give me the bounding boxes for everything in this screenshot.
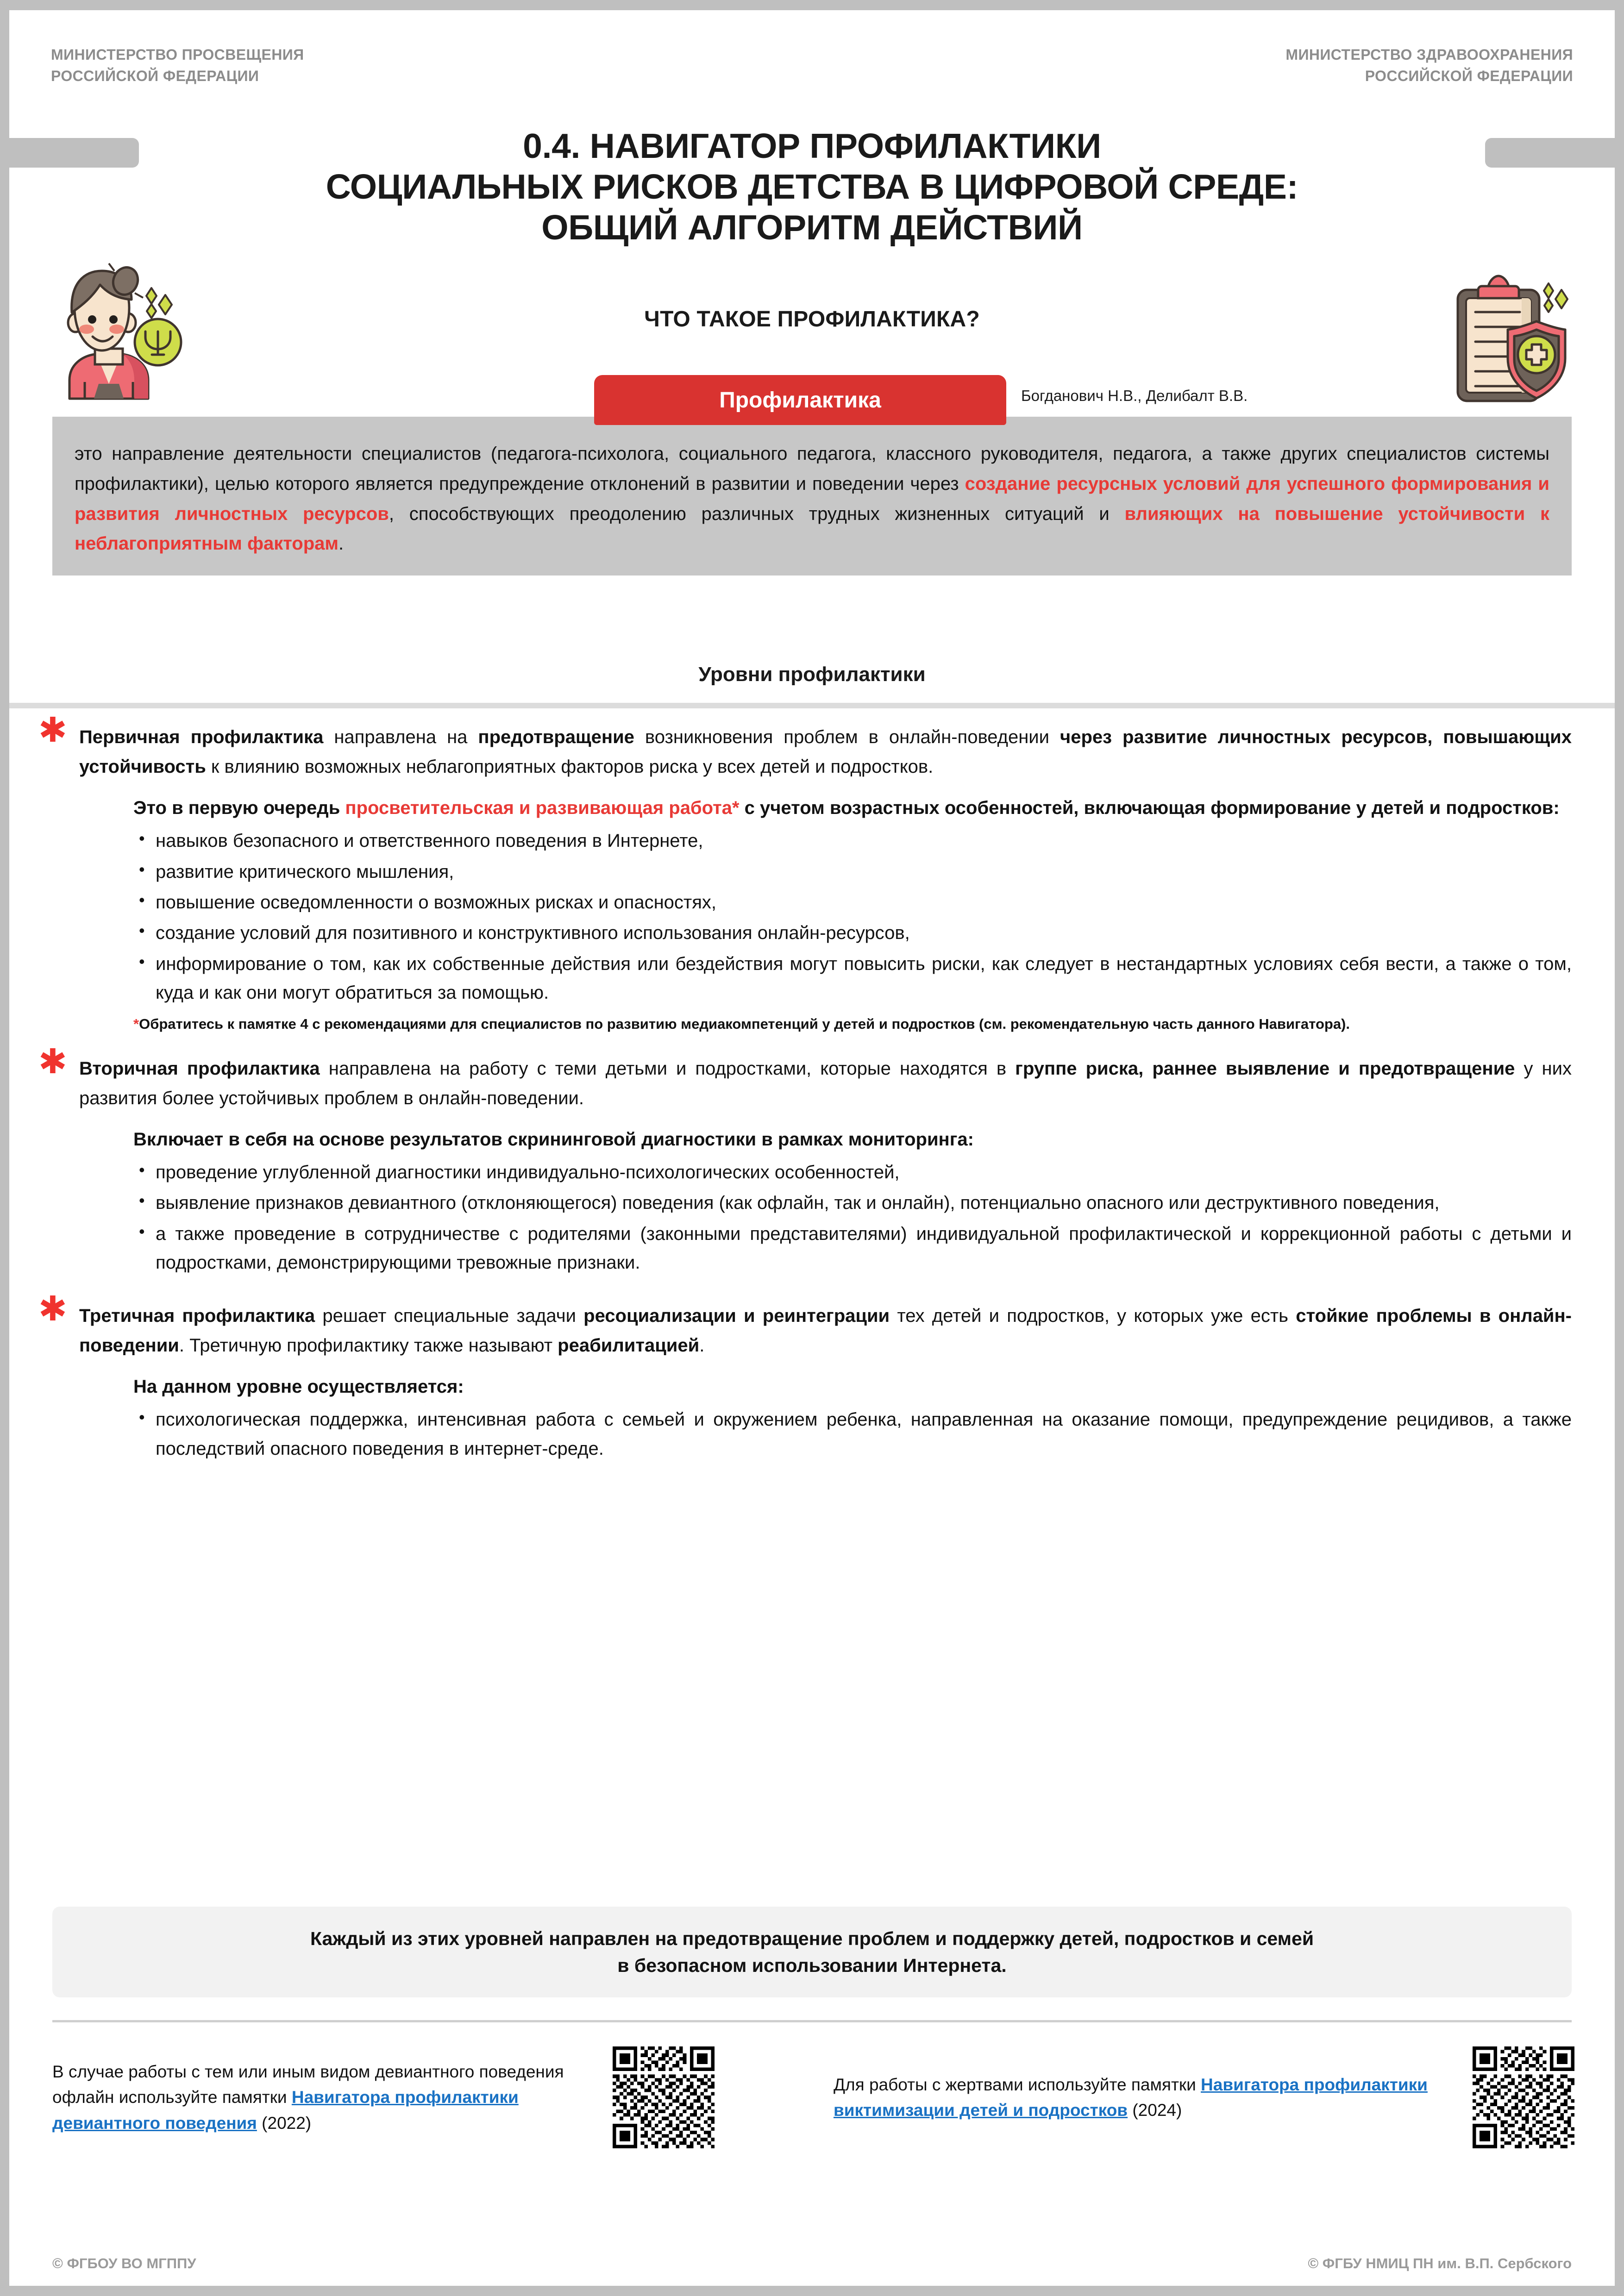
primary-lead-bold1: Первичная профилактика xyxy=(79,727,324,747)
section-subtitle: ЧТО ТАКОЕ ПРОФИЛАКТИКА? xyxy=(644,307,980,332)
secondary-sub-section xyxy=(52,1125,1572,1277)
list-item: • повышение осведомленности о возможных рисках и опасностях, xyxy=(133,888,1572,917)
decorative-tab-right xyxy=(1485,138,1624,168)
levels-content xyxy=(38,710,1572,1473)
list-item: • развитие критического мышления, xyxy=(133,857,1572,886)
page-title xyxy=(222,126,1402,248)
footer-right-text xyxy=(834,2072,1454,2123)
footer-reference-right xyxy=(834,2046,1574,2148)
tertiary-lead-mid2: тех детей и подростков, у которых уже есть xyxy=(890,1306,1296,1326)
frame-top-bar xyxy=(0,0,1624,10)
frame-left-bar xyxy=(0,0,9,2296)
footer-right-after: (2024) xyxy=(1128,2101,1182,2120)
secondary-bullet-list xyxy=(133,1158,1572,1277)
ministry-health-line1: МИНИСТЕРСТВО ЗДРАВООХРАНЕНИЯ xyxy=(1285,46,1573,63)
secondary-lead-bold1: Вторичная профилактика xyxy=(79,1058,320,1079)
asterisk-star-icon: ✱ xyxy=(38,1289,68,1329)
asterisk-star-icon: ✱ xyxy=(38,1041,68,1082)
tertiary-lead-tail: . xyxy=(699,1335,705,1356)
tertiary-lead-mid3: . Третичную профилактику также называют xyxy=(179,1335,558,1356)
divider-top xyxy=(9,703,1615,708)
list-item: • а также проведение в сотрудничестве с родителями (законными представителями) индивидуальной профилактической и коррекционной работы с детьми и подростками, демонстрирующими тревожные признаки. xyxy=(133,1220,1572,1277)
ministry-health-line2: РОССИЙСКОЙ ФЕДЕРАЦИИ xyxy=(1365,68,1573,85)
psychologist-girl-icon xyxy=(44,252,211,410)
primary-footnote xyxy=(133,1014,1572,1034)
level-block-secondary xyxy=(38,1041,1572,1277)
ministry-education-label xyxy=(51,44,304,87)
primary-lead-mid1: направлена на xyxy=(323,727,478,747)
list-item: • информирование о том, как их собственные действия или бездействия могут повысить риски, как следует в нестандартных условиях себя вести, а также о том, куда и как они могут обратиться за помощью. xyxy=(133,950,1572,1007)
tertiary-lead-bold3: стойкие проблемы в онлайн-поведении xyxy=(79,1306,1572,1356)
tertiary-lead-mid1: решает специальные задачи xyxy=(315,1306,584,1326)
list-item: • выявление признаков девиантного (отклоняющегося) поведения (как офлайн, так и онлайн), потенциально опасного или деструктивного поведения, xyxy=(133,1189,1572,1217)
primary-footnote-text: Обратитесь к памятке 4 с рекомендациями для специалистов по развитию медиакомпетенций у детей и подростков (см. рекомендательную часть данного Навигатора). xyxy=(139,1015,1350,1032)
conclusion-box xyxy=(52,1907,1572,1997)
tertiary-lead-bold2: ресоциализации и реинтеграции xyxy=(583,1306,890,1326)
definition-highlight2: влияющих на повышение устойчивости к неблагоприятным факторам xyxy=(75,503,1549,554)
frame-bottom-bar xyxy=(0,2286,1624,2296)
tertiary-lead-bold1: Третичная профилактика xyxy=(79,1306,315,1326)
secondary-lead-bold2: группе риска, раннее выявление и предотвращение xyxy=(1015,1058,1515,1079)
level-block-tertiary xyxy=(38,1289,1572,1463)
asterisk-star-icon: ✱ xyxy=(38,710,68,750)
prophylaxis-badge xyxy=(594,375,1006,425)
secondary-sub-intro: Включает в себя на основе результатов скрининговой диагностики в рамках мониторинга: xyxy=(133,1129,974,1150)
primary-lead-paragraph xyxy=(52,722,1572,782)
primary-bullet-list xyxy=(133,826,1572,1007)
qr-code-victimization[interactable] xyxy=(1473,2046,1574,2148)
copyright-right: © ФГБУ НМИЦ ПН им. В.П. Сербского xyxy=(1308,2255,1572,2271)
conclusion-line1: Каждый из этих уровней направлен на предотвращение проблем и поддержку детей, подростков и семей xyxy=(310,1928,1314,1949)
primary-lead-bold2: предотвращение xyxy=(478,727,634,747)
decorative-tab-left xyxy=(0,138,139,168)
ministry-health-label xyxy=(1285,44,1573,87)
qr-code-deviant-behavior[interactable] xyxy=(613,2046,715,2148)
primary-sub-intro xyxy=(133,794,1572,823)
primary-sub-intro-highlight: просветительская и развивающая работа* xyxy=(345,798,740,818)
ministry-education-line1: МИНИСТЕРСТВО ПРОСВЕЩЕНИЯ xyxy=(51,46,304,63)
page-title-line1: 0.4. НАВИГАТОР ПРОФИЛАКТИКИ xyxy=(523,126,1101,165)
levels-heading: Уровни профилактики xyxy=(698,663,926,686)
primary-lead-mid2: возникновения проблем в онлайн-поведении xyxy=(634,727,1060,747)
copyright-left: © ФГБОУ ВО МГППУ xyxy=(52,2255,196,2271)
footer-left-before: В случае работы с тем или иным видом девиантного поведения офлайн используйте памятки xyxy=(52,2062,564,2107)
definition-part1: это направление деятельности специалистов (педагога-психолога, социального педагога, классного руководителя, педагога, а также других специалистов системы профилактики), целью которого является предупреждение отклонений в развитии и поведении через xyxy=(75,444,1549,494)
tertiary-sub-section xyxy=(52,1372,1572,1463)
definition-part3: . xyxy=(338,533,344,554)
list-item: • психологическая поддержка, интенсивная работа с семьей и окружением ребенка, направленная на оказание помощи, предупреждение рецидивов, а также последствий опасного поведения в интернет-среде. xyxy=(133,1405,1572,1463)
primary-sub-intro-part2: с учетом возрастных особенностей, включающая формирование у детей и подростков: xyxy=(739,798,1560,818)
prophylaxis-badge-label: Профилактика xyxy=(719,388,881,413)
list-item: • создание условий для позитивного и конструктивного использования онлайн-ресурсов, xyxy=(133,919,1572,947)
definition-part2: , способствующих преодолению различных трудных жизненных ситуаций и xyxy=(389,503,1125,524)
frame-right-bar xyxy=(1615,0,1624,2296)
ministry-education-line2: РОССИЙСКОЙ ФЕДЕРАЦИИ xyxy=(51,68,259,85)
list-item: • проведение углубленной диагностики индивидуально-психологических особенностей, xyxy=(133,1158,1572,1187)
tertiary-lead-paragraph xyxy=(52,1301,1572,1360)
footer-right-before: Для работы с жертвами используйте памятки xyxy=(834,2075,1201,2094)
secondary-lead-tail: у них развития более устойчивых проблем в онлайн-поведении. xyxy=(79,1058,1572,1108)
conclusion-line2: в безопасном использовании Интернета. xyxy=(617,1955,1007,1977)
authors-credit: Богданович Н.В., Делибалт В.В. xyxy=(1021,387,1248,404)
footer-left-text xyxy=(52,2059,594,2136)
definition-highlight1: создание ресурсных условий для успешного формирования и развития личностных ресурсов xyxy=(75,473,1549,524)
clipboard-shield-icon xyxy=(1427,264,1585,407)
primary-sub-section xyxy=(52,794,1572,1034)
footer-left-link[interactable]: Навигатора профилактики девиантного поведения xyxy=(52,2088,519,2133)
page-title-line2: СОЦИАЛЬНЫХ РИСКОВ ДЕТСТВА В ЦИФРОВОЙ СРЕДЕ: xyxy=(326,167,1298,206)
footer-reference-left xyxy=(52,2046,715,2148)
footer-right-link[interactable]: Навигатора профилактики виктимизации детей и подростков xyxy=(834,2075,1428,2120)
footer-left-after: (2022) xyxy=(257,2113,312,2133)
primary-lead-tail: к влиянию возможных неблагоприятных факторов риска у всех детей и подростков. xyxy=(206,757,934,777)
primary-sub-intro-part1: Это в первую очередь xyxy=(133,798,345,818)
primary-footnote-asterisk: * xyxy=(133,1015,139,1032)
secondary-lead-paragraph xyxy=(52,1054,1572,1113)
secondary-lead-mid1: направлена на работу с теми детьми и подростками, которые находятся в xyxy=(320,1058,1016,1079)
page-title-line3: ОБЩИЙ АЛГОРИТМ ДЕЙСТВИЙ xyxy=(541,207,1083,247)
definition-box xyxy=(52,417,1572,576)
list-item: • навыков безопасного и ответственного поведения в Интернете, xyxy=(133,826,1572,855)
primary-lead-bold3: через развитие личностных ресурсов, повышающих устойчивость xyxy=(79,727,1572,777)
tertiary-sub-intro: На данном уровне осуществляется: xyxy=(133,1376,464,1397)
divider-footer xyxy=(52,2020,1572,2022)
level-block-primary xyxy=(38,710,1572,1034)
tertiary-lead-bold4: реабилитацией xyxy=(558,1335,700,1356)
tertiary-bullet-list xyxy=(133,1405,1572,1463)
